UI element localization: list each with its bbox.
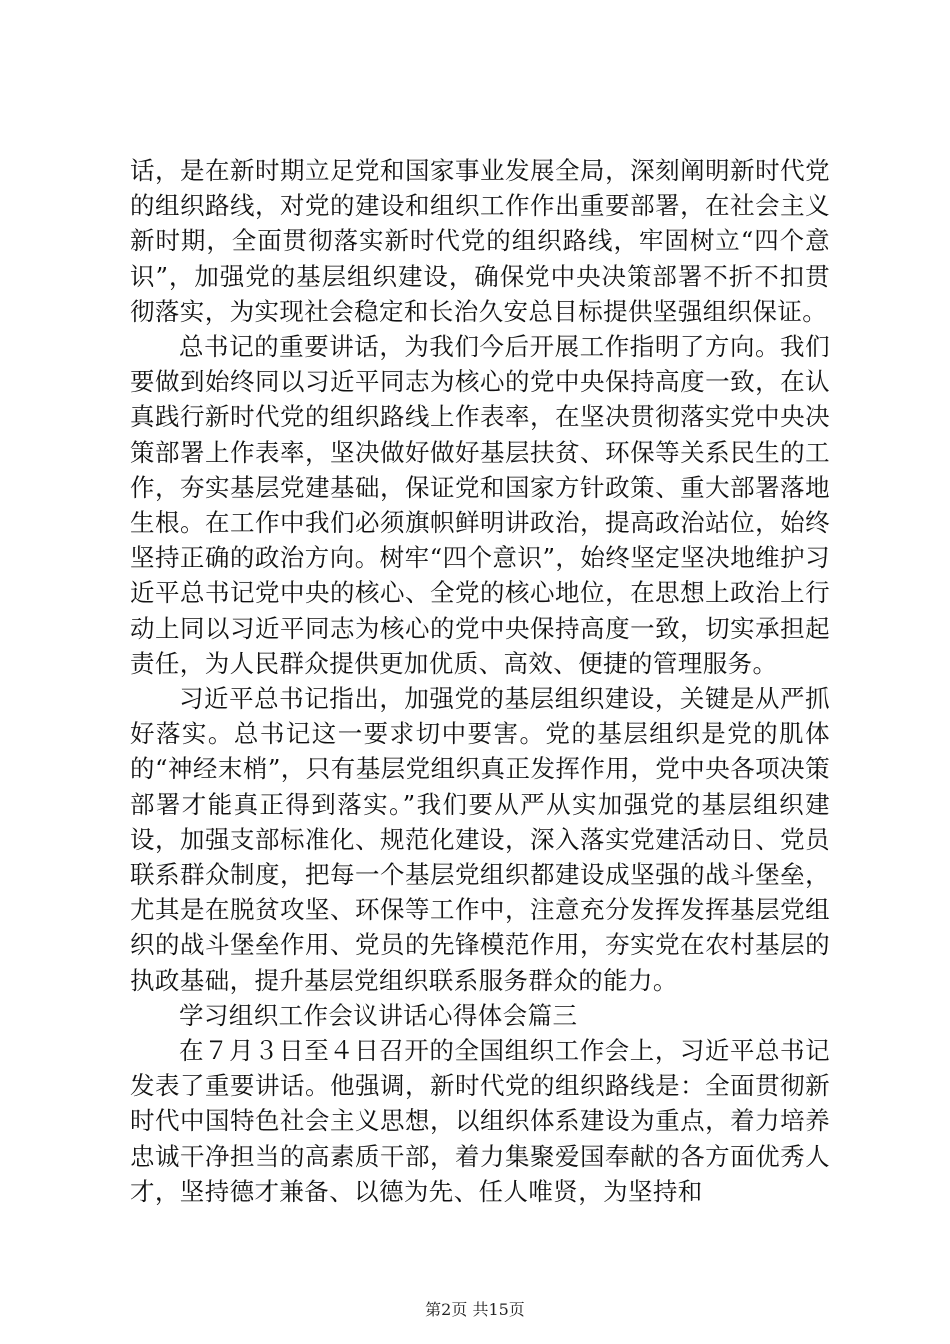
paragraph-continuation: 话，是在新时期立足党和国家事业发展全局，深刻阐明新时代党的组织路线，对党的建设和组织工作作出重要部署，在社会主义新时期，全面贯彻落实新时代党的组织路线，牢固树立“四个意识”，加强党的基层组织建设，确保党中央决策部署不折不扣贯彻落实，为实现社会稳定和长治久安总目标提供坚强组织保证。 xyxy=(130,156,830,326)
paragraph-grassroots-organization: 习近平总书记指出，加强党的基层组织建设，关键是从严抓好落实。总书记这一要求切中要害。党的基层组织是党的肌体的“神经末梢”，只有基层党组织真正发挥作用，党中央各项决策部署才能真正得到落实。”我们要从严从实加强党的基层组织建设，加强支部标准化、规范化建设，深入落实党建活动日、党员联系群众制度，把每一个基层党组织都建设成坚强的战斗堡垒，尤其是在脱贫攻坚、环保等工作中，注意充分发挥发挥基层党组织的战斗堡垒作用、党员的先锋模范作用，夯实党在农村基层的执政基础，提升基层党组织联系服务群众的能力。 xyxy=(130,684,830,995)
document-body xyxy=(130,153,830,1209)
page-footer xyxy=(0,1300,950,1320)
section-heading: 学习组织工作会议讲话心得体会篇三 xyxy=(179,1000,578,1030)
paragraph-conference-intro: 在７月３日至４日召开的全国组织工作会上，习近平总书记发表了重要讲话。他强调，新时代党的组织路线是：全面贯彻新时代中国特色社会主义思想，以组织体系建设为重点，着力培养忠诚干净担当的高素质干部，着力集聚爱国奉献的各方面优秀人才，坚持德才兼备、以德为先、任人唯贤，为坚持和 xyxy=(130,1036,830,1206)
page-number: 第2页 共15页 xyxy=(425,1300,525,1319)
paragraph-speech-direction: 总书记的重要讲话，为我们今后开展工作指明了方向。我们要做到始终同以习近平同志为核心的党中央保持高度一致，在认真践行新时代党的组织路线上作表率，在坚决贯彻落实党中央决策部署上作表率，坚决做好做好基层扶贫、环保等关系民生的工作，夯实基层党建基础，保证党和国家方针政策、重大部署落地生根。在工作中我们必须旗帜鲜明讲政治，提高政治站位，始终坚持正确的政治方向。树牢“四个意识”，始终坚定坚决地维护习近平总书记党中央的核心、全党的核心地位，在思想上政治上行动上同以习近平同志为核心的党中央保持高度一致，切实承担起责任，为人民群众提供更加优质、高效、便捷的管理服务。 xyxy=(130,332,830,678)
